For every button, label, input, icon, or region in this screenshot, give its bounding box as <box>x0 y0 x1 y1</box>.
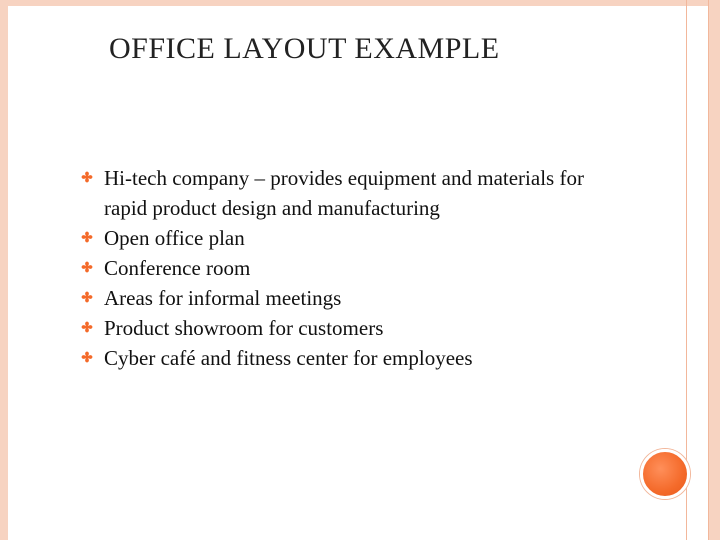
bullet-text: Open office plan <box>104 226 245 250</box>
list-item <box>78 223 618 253</box>
fleuron-bullet-icon <box>78 258 96 276</box>
list-item <box>78 253 618 283</box>
bullet-text: Conference room <box>104 256 251 280</box>
decorative-orb-icon <box>640 449 690 499</box>
list-item <box>78 313 618 343</box>
list-item <box>78 283 618 313</box>
fleuron-bullet-icon <box>78 318 96 336</box>
frame-right-border <box>709 0 720 540</box>
frame-right-line <box>686 0 687 540</box>
frame-top-border <box>0 0 720 6</box>
bullet-text: Cyber café and fitness center for employees <box>104 346 473 370</box>
fleuron-bullet-icon <box>78 288 96 306</box>
fleuron-bullet-icon <box>78 228 96 246</box>
list-item <box>78 343 618 373</box>
slide-title: OFFICE LAYOUT EXAMPLE <box>109 32 500 65</box>
fleuron-bullet-icon <box>78 168 96 186</box>
bullet-list <box>78 163 618 373</box>
fleuron-bullet-icon <box>78 348 96 366</box>
bullet-text: Hi-tech company – provides equipment and materials for rapid product design and manufacturing <box>104 166 584 220</box>
bullet-text: Areas for informal meetings <box>104 286 342 310</box>
list-item <box>78 163 618 223</box>
bullet-text: Product showroom for customers <box>104 316 384 340</box>
frame-left-border <box>0 0 8 540</box>
